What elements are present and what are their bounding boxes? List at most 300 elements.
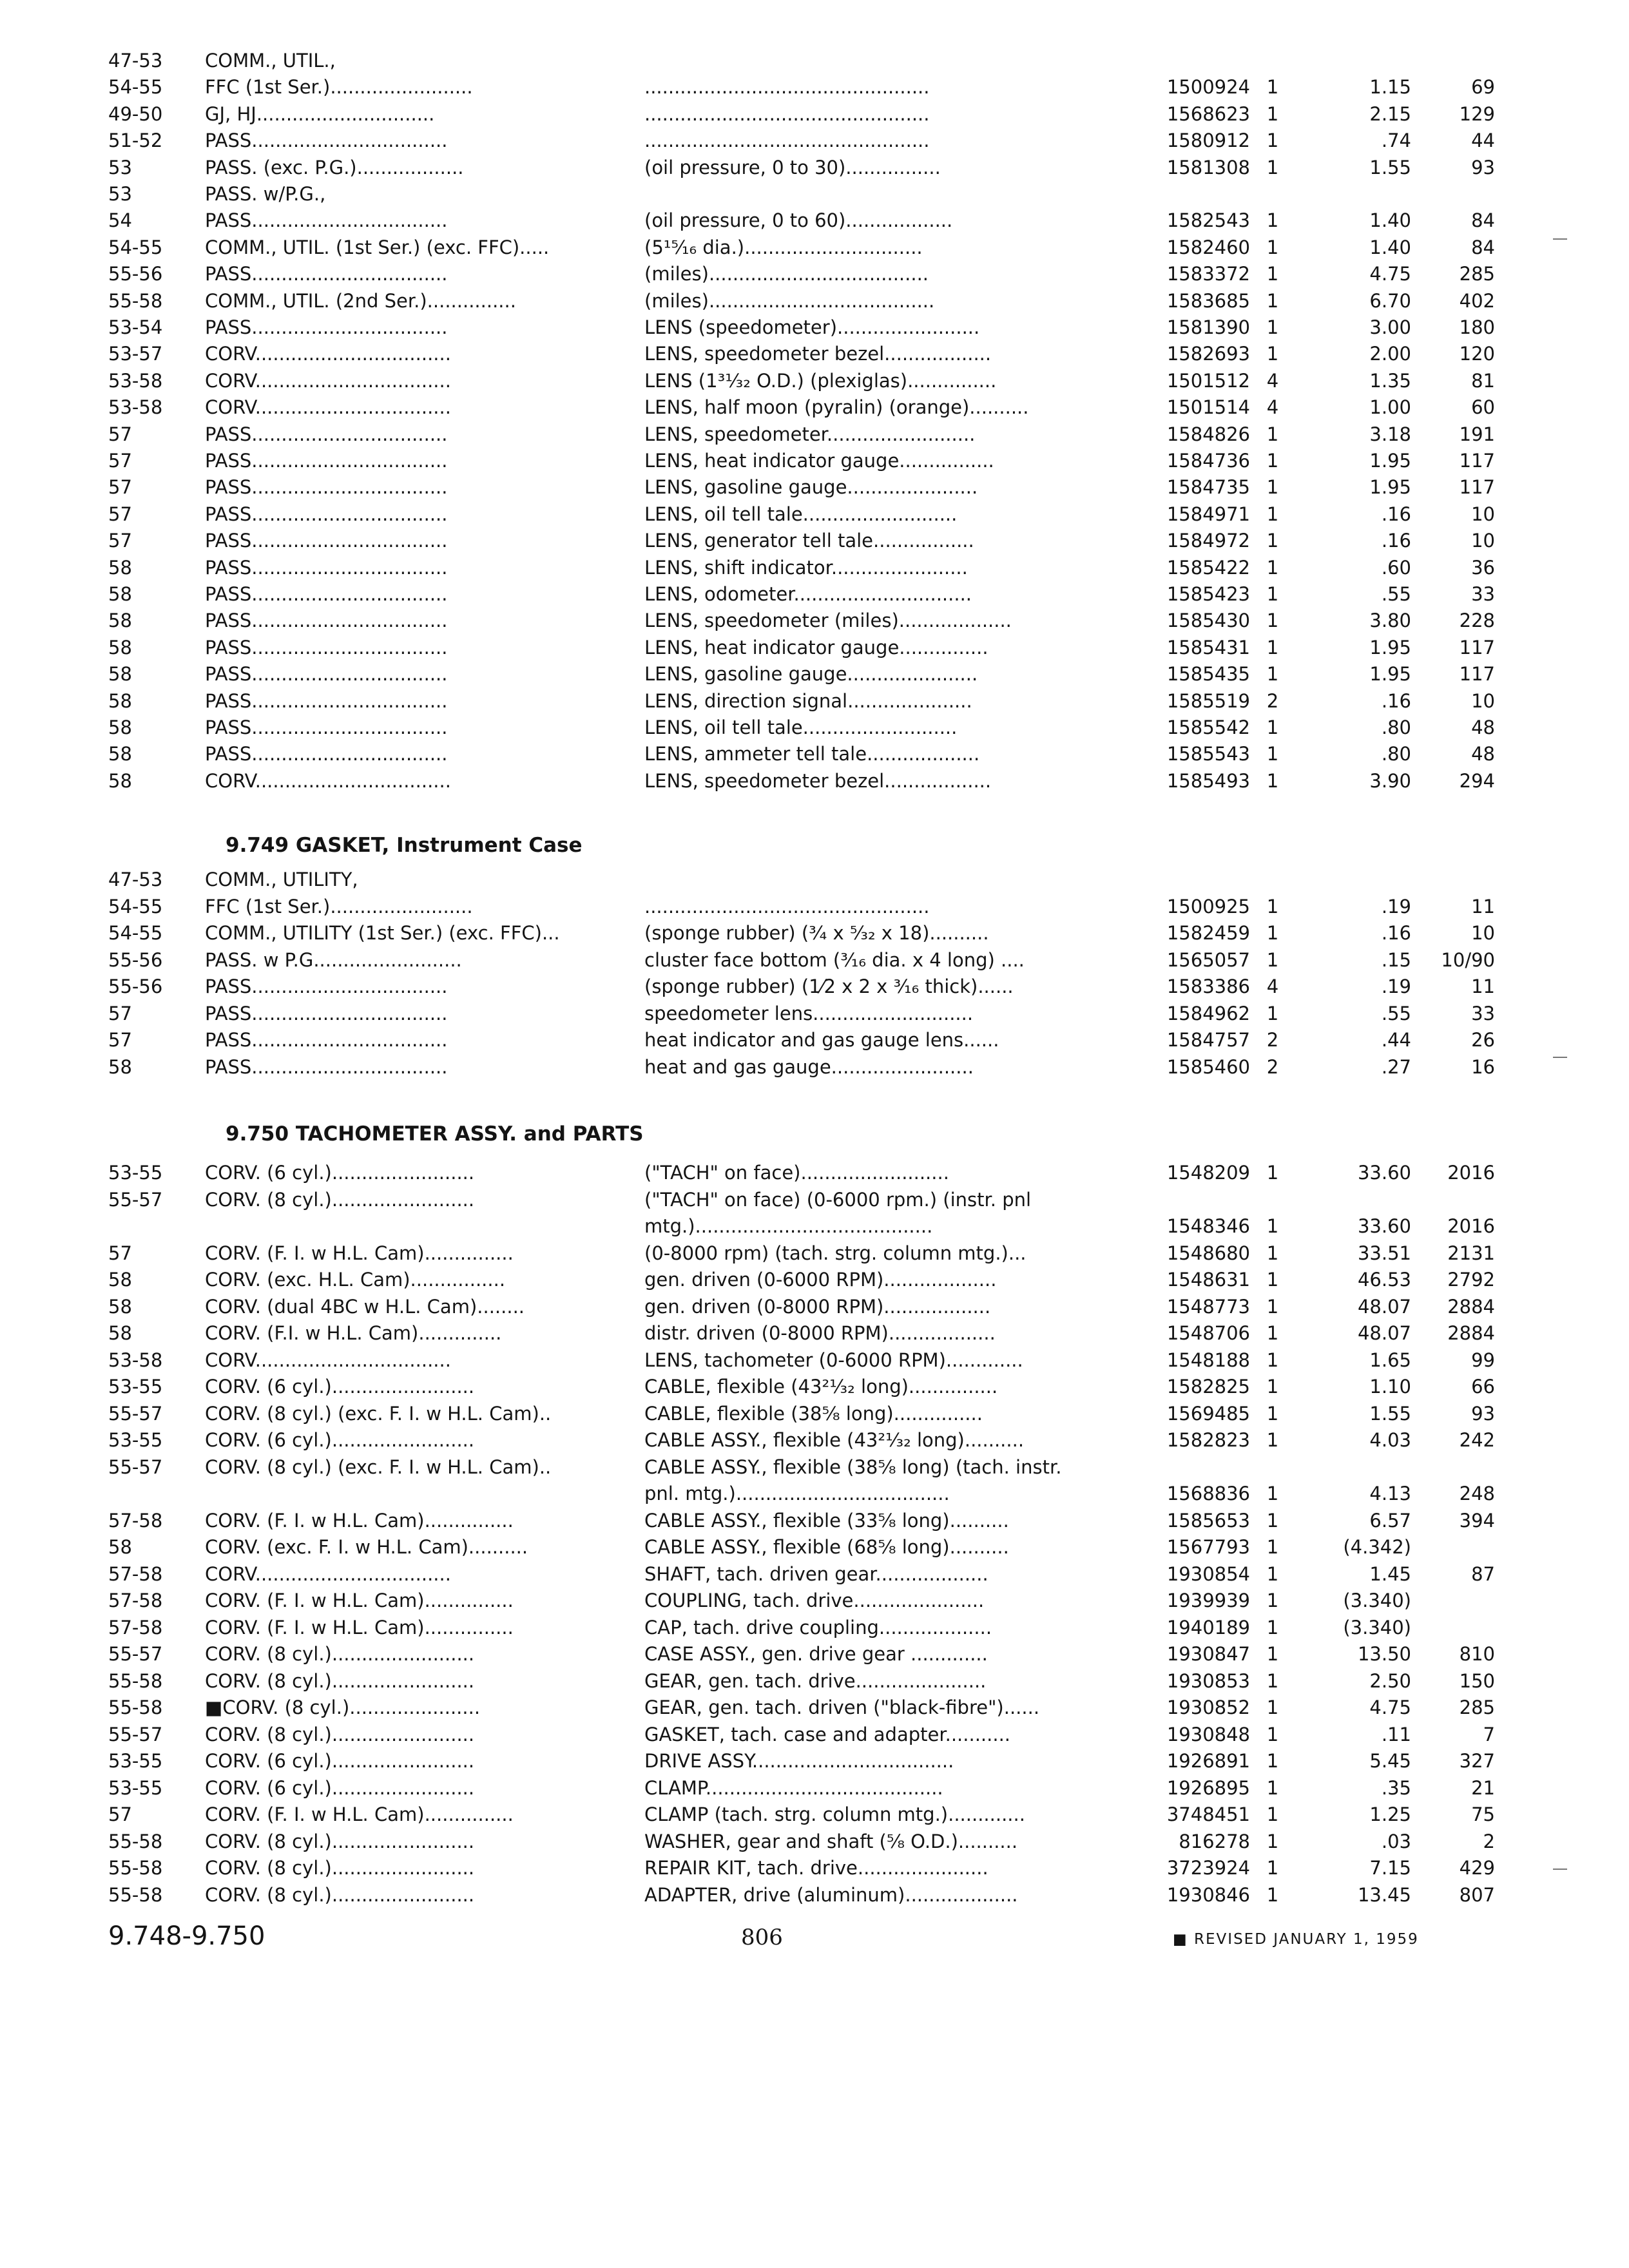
- quantity: 4: [1266, 975, 1279, 997]
- list-price: 1.95: [1369, 476, 1411, 498]
- list-price: 4.75: [1369, 1696, 1411, 1718]
- table-row: [0, 608, 1629, 633]
- section-heading: 9.750 TACHOMETER ASSY. and PARTS: [226, 1122, 644, 1146]
- table-row: [0, 181, 1629, 207]
- application: CABLE, flexible (38⁵⁄₈ long)...............: [644, 1403, 983, 1425]
- model-year: 53-55: [108, 1777, 163, 1799]
- table-row: [0, 715, 1629, 740]
- part-number: 1584757: [1166, 1029, 1250, 1051]
- price-code: 2016: [1447, 1162, 1495, 1184]
- quantity: 1: [1266, 663, 1279, 685]
- application: GEAR, gen. tach. drive......................: [644, 1670, 987, 1692]
- table-row: [0, 1240, 1629, 1266]
- revision-note: ■ REVISED JANUARY 1, 1959: [1173, 1931, 1419, 1948]
- table-row: [0, 74, 1629, 100]
- quantity: 1: [1266, 922, 1279, 944]
- model-description: PASS.................................: [205, 1003, 448, 1024]
- price-code: 87: [1471, 1563, 1495, 1585]
- quantity: 4: [1266, 370, 1279, 392]
- quantity: 1: [1266, 1696, 1279, 1718]
- model-year: 53-55: [108, 1750, 163, 1772]
- table-row: [0, 1508, 1629, 1533]
- list-price: 3.90: [1369, 770, 1411, 792]
- table-row: [0, 1054, 1629, 1080]
- table-row: [0, 688, 1629, 714]
- price-code: 16: [1471, 1056, 1495, 1078]
- part-number: 1930852: [1166, 1696, 1250, 1718]
- price-code: 44: [1471, 130, 1495, 151]
- price-code: 81: [1471, 370, 1495, 392]
- application: LENS, odometer..............................: [644, 583, 972, 605]
- list-price: 4.03: [1369, 1429, 1411, 1451]
- price-code: 33: [1471, 583, 1495, 605]
- model-year: 54-55: [108, 236, 163, 258]
- quantity: 1: [1266, 557, 1279, 579]
- part-number: 1930846: [1166, 1884, 1250, 1906]
- list-price: 6.70: [1369, 290, 1411, 312]
- model-year: 53: [108, 183, 132, 205]
- application: ADAPTER, drive (aluminum)...................: [644, 1884, 1018, 1906]
- model-year: 53: [108, 157, 132, 178]
- list-price: 2.00: [1369, 343, 1411, 365]
- table-row: [0, 1374, 1629, 1399]
- list-price: 4.75: [1369, 263, 1411, 285]
- application: gen. driven (0-8000 RPM)..................: [644, 1296, 991, 1318]
- part-number: 1585423: [1166, 583, 1250, 605]
- model-description: CORV. (exc. H.L. Cam)................: [205, 1269, 506, 1291]
- part-number: 1568836: [1166, 1483, 1250, 1504]
- part-number: 1584972: [1166, 530, 1250, 552]
- quantity: 1: [1266, 1831, 1279, 1852]
- list-price: (4.342): [1343, 1536, 1411, 1558]
- model-year: 54-55: [108, 922, 163, 944]
- list-price: .16: [1381, 922, 1411, 944]
- table-row: [0, 581, 1629, 607]
- application: LENS, generator tell tale.................: [644, 530, 974, 552]
- part-number: 1585653: [1166, 1510, 1250, 1532]
- table-row: [0, 528, 1629, 553]
- model-year: 53-55: [108, 1429, 163, 1451]
- list-price: 33.60: [1357, 1215, 1411, 1237]
- price-code: 2: [1483, 1831, 1495, 1852]
- model-year: 58: [108, 637, 132, 658]
- application: gen. driven (0-6000 RPM)...................: [644, 1269, 997, 1291]
- list-price: 1.55: [1369, 157, 1411, 178]
- table-row: [0, 1748, 1629, 1774]
- table-row: [0, 155, 1629, 180]
- model-description: PASS.................................: [205, 663, 448, 685]
- application: CLAMP (tach. strg. column mtg.).............: [644, 1803, 1025, 1825]
- part-number: 1585430: [1166, 610, 1250, 631]
- table-row: [0, 314, 1629, 340]
- application: CLAMP........................................: [644, 1777, 943, 1799]
- application: LENS, gasoline gauge......................: [644, 476, 978, 498]
- application: LENS, shift indicator.......................: [644, 557, 968, 579]
- quantity: 1: [1266, 1857, 1279, 1879]
- application: (sponge rubber) (1⁄2 x 2 x ³⁄₁₆ thick)......: [644, 975, 1014, 997]
- list-price: .55: [1381, 583, 1411, 605]
- quantity: 1: [1266, 1215, 1279, 1237]
- part-number: 1930848: [1166, 1724, 1250, 1745]
- price-code: 228: [1459, 610, 1495, 631]
- table-row: [0, 421, 1629, 447]
- model-description: CORV. (6 cyl.)........................: [205, 1376, 475, 1398]
- model-year: 57: [108, 1803, 132, 1825]
- model-year: 58: [108, 663, 132, 685]
- application: distr. driven (0-8000 RPM)..................: [644, 1322, 996, 1344]
- model-year: 55-57: [108, 1643, 163, 1665]
- price-code: 60: [1471, 396, 1495, 418]
- table-row: [0, 1802, 1629, 1827]
- price-code: 120: [1459, 343, 1495, 365]
- model-description: CORV. (8 cyl.) (exc. F. I. w H.L. Cam)..: [205, 1403, 552, 1425]
- price-code: 93: [1471, 157, 1495, 178]
- model-year: 58: [108, 1269, 132, 1291]
- quantity: 1: [1266, 130, 1279, 151]
- part-number: 1926895: [1166, 1777, 1250, 1799]
- price-code: 2884: [1447, 1322, 1495, 1344]
- model-year: 53-54: [108, 316, 163, 338]
- application: CABLE ASSY., flexible (43²¹⁄₃₂ long)..........: [644, 1429, 1025, 1451]
- page-number: 806: [741, 1925, 783, 1950]
- list-price: .16: [1381, 530, 1411, 552]
- part-number: 1582543: [1166, 209, 1250, 231]
- application: (0-8000 rpm) (tach. strg. column mtg.)...: [644, 1242, 1027, 1264]
- model-description: CORV. (8 cyl.)........................: [205, 1857, 475, 1879]
- model-year: 58: [108, 716, 132, 738]
- table-row: [0, 1855, 1629, 1881]
- model-year: 57-58: [108, 1510, 163, 1532]
- part-number: 3748451: [1166, 1803, 1250, 1825]
- part-number: 1581390: [1166, 316, 1250, 338]
- list-price: 1.15: [1369, 76, 1411, 98]
- quantity: 1: [1266, 76, 1279, 98]
- application: LENS, ammeter tell tale...................: [644, 743, 980, 765]
- part-number: 1585493: [1166, 770, 1250, 792]
- list-price: 33.60: [1357, 1162, 1411, 1184]
- part-number: 1548346: [1166, 1215, 1250, 1237]
- price-code: 117: [1459, 637, 1495, 658]
- model-description: PASS.................................: [205, 503, 448, 525]
- quantity: 1: [1266, 1724, 1279, 1745]
- list-price: 48.07: [1357, 1322, 1411, 1344]
- list-price: 46.53: [1357, 1269, 1411, 1291]
- list-price: .74: [1381, 130, 1411, 151]
- application: pnl. mtg.)....................................: [644, 1483, 950, 1504]
- quantity: 1: [1266, 716, 1279, 738]
- list-price: (3.340): [1343, 1617, 1411, 1639]
- model-year: 55-58: [108, 1857, 163, 1879]
- model-description: PASS.................................: [205, 450, 448, 472]
- table-row: [0, 1213, 1629, 1239]
- application: LENS, speedometer.........................: [644, 423, 976, 445]
- application: ("TACH" on face).........................: [644, 1162, 949, 1184]
- model-year: 55-58: [108, 1670, 163, 1692]
- model-description: FFC (1st Ser.)........................: [205, 76, 473, 98]
- quantity: 1: [1266, 103, 1279, 125]
- list-price: 1.35: [1369, 370, 1411, 392]
- model-year: 53-57: [108, 343, 163, 365]
- list-price: 2.50: [1369, 1670, 1411, 1692]
- quantity: 1: [1266, 1349, 1279, 1371]
- table-row: [0, 368, 1629, 394]
- list-price: .19: [1381, 896, 1411, 918]
- model-year: 58: [108, 1296, 132, 1318]
- price-code: 93: [1471, 1403, 1495, 1425]
- table-row: [0, 1775, 1629, 1801]
- part-number: 1585431: [1166, 637, 1250, 658]
- application: (miles)......................................: [644, 290, 935, 312]
- price-code: 99: [1471, 1349, 1495, 1371]
- quantity: 1: [1266, 1242, 1279, 1264]
- price-code: 84: [1471, 236, 1495, 258]
- model-description: CORV. (F. I. w H.L. Cam)...............: [205, 1617, 514, 1639]
- application: (oil pressure, 0 to 30)................: [644, 157, 941, 178]
- list-price: 1.55: [1369, 1403, 1411, 1425]
- quantity: 1: [1266, 1296, 1279, 1318]
- table-row: [0, 1722, 1629, 1747]
- quantity: 1: [1266, 450, 1279, 472]
- quantity: 1: [1266, 610, 1279, 631]
- table-row: [0, 1427, 1629, 1453]
- table-row: [0, 635, 1629, 660]
- list-price: 13.45: [1357, 1884, 1411, 1906]
- model-year: 58: [108, 557, 132, 579]
- application: ................................................: [644, 103, 930, 125]
- quantity: 1: [1266, 263, 1279, 285]
- part-number: 1583372: [1166, 263, 1250, 285]
- list-price: .16: [1381, 690, 1411, 712]
- application: CABLE ASSY., flexible (68⁵⁄₈ long)..........: [644, 1536, 1009, 1558]
- model-description: CORV. (F. I. w H.L. Cam)...............: [205, 1510, 514, 1532]
- table-row: [0, 288, 1629, 314]
- model-description: CORV. (exc. F. I. w H.L. Cam)..........: [205, 1536, 528, 1558]
- model-description: CORV. (8 cyl.)........................: [205, 1884, 475, 1906]
- part-number: 1585519: [1166, 690, 1250, 712]
- list-price: 4.13: [1369, 1483, 1411, 1504]
- model-year: 47-53: [108, 50, 163, 72]
- quantity: 1: [1266, 343, 1279, 365]
- model-description: CORV. (F. I. w H.L. Cam)...............: [205, 1242, 514, 1264]
- model-description: CORV. (6 cyl.)........................: [205, 1750, 475, 1772]
- model-description: CORV. (F. I. w H.L. Cam)...............: [205, 1590, 514, 1611]
- price-code: 11: [1471, 975, 1495, 997]
- model-description: CORV. (8 cyl.) (exc. F. I. w H.L. Cam)..: [205, 1456, 552, 1478]
- table-row: [0, 947, 1629, 973]
- model-description: PASS.................................: [205, 975, 448, 997]
- price-code: 327: [1459, 1750, 1495, 1772]
- model-description: PASS.................................: [205, 743, 448, 765]
- application: LENS, tachometer (0-6000 RPM).............: [644, 1349, 1023, 1371]
- model-description: CORV. (6 cyl.)........................: [205, 1777, 475, 1799]
- model-description: PASS.................................: [205, 690, 448, 712]
- price-code: 69: [1471, 76, 1495, 98]
- model-description: PASS. w P.G.........................: [205, 949, 462, 971]
- application: LENS (1³¹⁄₃₂ O.D.) (plexiglas)...............: [644, 370, 997, 392]
- quantity: 4: [1266, 396, 1279, 418]
- table-row: [0, 741, 1629, 767]
- price-code: 248: [1459, 1483, 1495, 1504]
- quantity: 1: [1266, 476, 1279, 498]
- model-description: CORV. (8 cyl.)........................: [205, 1724, 475, 1745]
- model-description: CORV. (8 cyl.)........................: [205, 1189, 475, 1211]
- model-description: PASS. (exc. P.G.)..................: [205, 157, 464, 178]
- application: WASHER, gear and shaft (⁵⁄₈ O.D.)..........: [644, 1831, 1018, 1852]
- application: (oil pressure, 0 to 60)..................: [644, 209, 953, 231]
- table-row: [0, 394, 1629, 420]
- model-year: 55-56: [108, 949, 163, 971]
- model-year: 49-50: [108, 103, 163, 125]
- list-price: .80: [1381, 743, 1411, 765]
- table-row: [0, 1267, 1629, 1293]
- price-code: 285: [1459, 263, 1495, 285]
- part-number: 1584735: [1166, 476, 1250, 498]
- quantity: 1: [1266, 743, 1279, 765]
- part-number: 1548773: [1166, 1296, 1250, 1318]
- quantity: 1: [1266, 423, 1279, 445]
- quantity: 1: [1266, 1510, 1279, 1532]
- table-row: [0, 1481, 1629, 1506]
- list-price: 1.95: [1369, 663, 1411, 685]
- model-description: PASS.................................: [205, 130, 448, 151]
- part-number: 1548631: [1166, 1269, 1250, 1291]
- application: ("TACH" on face) (0-6000 rpm.) (instr. pnl: [644, 1189, 1032, 1211]
- margin-mark: [1553, 1057, 1567, 1058]
- application: LENS, gasoline gauge......................: [644, 663, 978, 685]
- table-row: [0, 894, 1629, 919]
- model-year: 51-52: [108, 130, 163, 151]
- table-row: [0, 501, 1629, 527]
- list-price: 3.00: [1369, 316, 1411, 338]
- model-year: 57: [108, 1029, 132, 1051]
- application: LENS, direction signal.....................: [644, 690, 972, 712]
- model-year: 57: [108, 1242, 132, 1264]
- quantity: 1: [1266, 1003, 1279, 1024]
- part-number: 1580912: [1166, 130, 1250, 151]
- model-year: 58: [108, 770, 132, 792]
- part-number: 1940189: [1166, 1617, 1250, 1639]
- model-year: 57: [108, 423, 132, 445]
- table-row: [0, 1641, 1629, 1667]
- list-price: 1.95: [1369, 637, 1411, 658]
- model-year: 53-55: [108, 1376, 163, 1398]
- model-year: 55-56: [108, 975, 163, 997]
- part-number: 1930853: [1166, 1670, 1250, 1692]
- table-row: [0, 1615, 1629, 1640]
- application: LENS, oil tell tale..........................: [644, 503, 958, 525]
- table-row: [0, 768, 1629, 794]
- part-number: 1582693: [1166, 343, 1250, 365]
- quantity: 1: [1266, 1670, 1279, 1692]
- list-price: .15: [1381, 949, 1411, 971]
- model-description: PASS.................................: [205, 476, 448, 498]
- margin-mark: [1553, 1869, 1567, 1870]
- model-year: 53-58: [108, 370, 163, 392]
- model-description: COMM., UTIL. (1st Ser.) (exc. FFC).....: [205, 236, 550, 258]
- price-code: 10/90: [1441, 949, 1495, 971]
- quantity: 1: [1266, 236, 1279, 258]
- model-description: PASS.................................: [205, 209, 448, 231]
- quantity: 1: [1266, 1162, 1279, 1184]
- table-row: [0, 101, 1629, 127]
- list-price: 1.40: [1369, 236, 1411, 258]
- list-price: .60: [1381, 557, 1411, 579]
- price-code: 10: [1471, 922, 1495, 944]
- part-number: 1583685: [1166, 290, 1250, 312]
- part-number: 1585543: [1166, 743, 1250, 765]
- model-description: PASS.................................: [205, 716, 448, 738]
- model-description: GJ, HJ..............................: [205, 103, 435, 125]
- application: heat indicator and gas gauge lens......: [644, 1029, 999, 1051]
- application: LENS, oil tell tale..........................: [644, 716, 958, 738]
- list-price: .55: [1381, 1003, 1411, 1024]
- model-description: PASS.................................: [205, 583, 448, 605]
- list-price: .35: [1381, 1777, 1411, 1799]
- model-year: 58: [108, 743, 132, 765]
- quantity: 1: [1266, 1483, 1279, 1504]
- quantity: 1: [1266, 1617, 1279, 1639]
- part-number: 1581308: [1166, 157, 1250, 178]
- model-description: PASS.................................: [205, 316, 448, 338]
- model-description: PASS.................................: [205, 1029, 448, 1051]
- list-price: 3.80: [1369, 610, 1411, 631]
- application: CABLE ASSY., flexible (33⁵⁄₈ long)..........: [644, 1510, 1009, 1532]
- price-code: 2884: [1447, 1296, 1495, 1318]
- application: CAP, tach. drive coupling...................: [644, 1617, 992, 1639]
- model-year: 55-58: [108, 1884, 163, 1906]
- application: ................................................: [644, 896, 930, 918]
- model-description: CORV. (F.I. w H.L. Cam)..............: [205, 1322, 502, 1344]
- model-year: 55-58: [108, 290, 163, 312]
- model-description: COMM., UTILITY,: [205, 869, 358, 890]
- list-price: 1.45: [1369, 1563, 1411, 1585]
- model-year: 55-57: [108, 1456, 163, 1478]
- application: cluster face bottom (³⁄₁₆ dia. x 4 long) ....: [644, 949, 1025, 971]
- table-row: [0, 1027, 1629, 1053]
- model-year: 57: [108, 450, 132, 472]
- price-code: 394: [1459, 1510, 1495, 1532]
- list-price: 1.25: [1369, 1803, 1411, 1825]
- price-code: 84: [1471, 209, 1495, 231]
- price-code: 807: [1459, 1884, 1495, 1906]
- part-number: 1585460: [1166, 1056, 1250, 1078]
- part-number: 1584962: [1166, 1003, 1250, 1024]
- price-code: 402: [1459, 290, 1495, 312]
- model-year: 58: [108, 610, 132, 631]
- part-number: 1548706: [1166, 1322, 1250, 1344]
- table-row: [0, 207, 1629, 233]
- model-year: 58: [108, 1536, 132, 1558]
- table-row: [0, 1454, 1629, 1480]
- table-row: [0, 1320, 1629, 1346]
- list-price: 1.65: [1369, 1349, 1411, 1371]
- model-year: 57: [108, 476, 132, 498]
- price-code: 2131: [1447, 1242, 1495, 1264]
- table-row: [0, 1294, 1629, 1320]
- quantity: 2: [1266, 1056, 1279, 1078]
- list-price: 33.51: [1357, 1242, 1411, 1264]
- list-price: 1.10: [1369, 1376, 1411, 1398]
- model-year: 53-58: [108, 1349, 163, 1371]
- list-price: .44: [1381, 1029, 1411, 1051]
- model-year: 55-57: [108, 1189, 163, 1211]
- price-code: 117: [1459, 476, 1495, 498]
- table-row: [0, 341, 1629, 367]
- part-number: 1582825: [1166, 1376, 1250, 1398]
- quantity: 1: [1266, 1376, 1279, 1398]
- price-code: 2016: [1447, 1215, 1495, 1237]
- model-description: COMM., UTIL. (2nd Ser.)...............: [205, 290, 516, 312]
